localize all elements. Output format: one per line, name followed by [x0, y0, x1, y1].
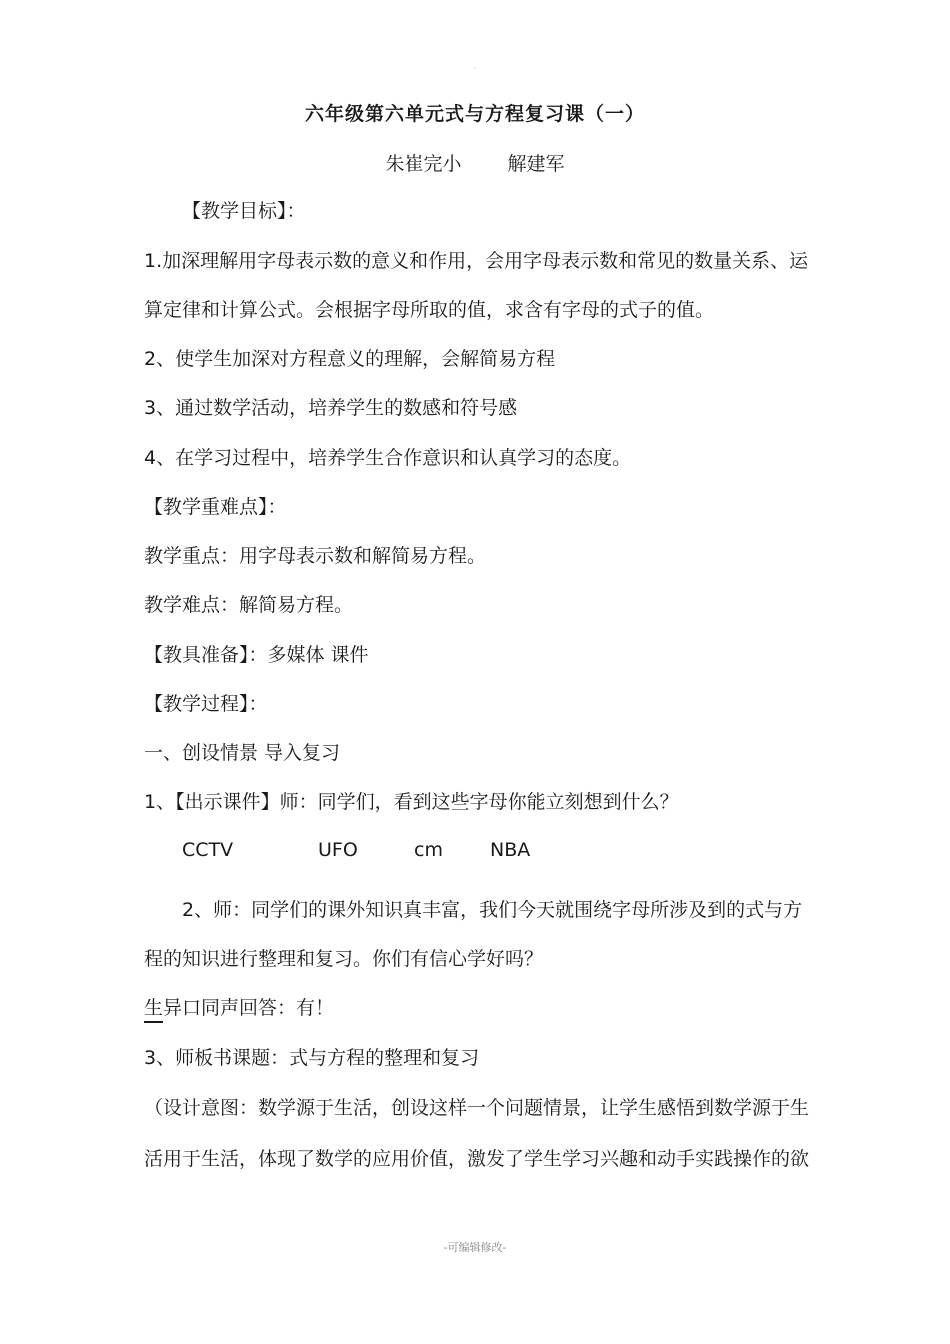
- objective-1-line-2: 算定律和计算公式。会根据字母所取的值，求含有字母的式子的值。: [144, 299, 715, 321]
- step-2-line-1: 2、师：同学们的课外知识真丰富，我们今天就围绕字母所涉及到的式与方: [182, 899, 803, 921]
- abbreviation-item: UFO: [318, 839, 358, 861]
- top-mark: .: [473, 62, 477, 71]
- materials: 【教具准备】：多媒体 课件: [144, 644, 369, 666]
- key-point: 教学重点：用字母表示数和解简易方程。: [144, 545, 487, 567]
- difficult-point: 教学难点：解简易方程。: [144, 594, 354, 616]
- design-intent-line-2: 活用于生活，体现了数学的应用价值，激发了学生学习兴趣和动手实践操作的欲: [144, 1148, 810, 1170]
- step-2-line-2: 程的知识进行整理和复习。你们有信心学好吗？: [144, 948, 544, 970]
- author-line: [0, 149, 950, 176]
- design-intent-line-1: （设计意图：数学源于生活，创设这样一个问题情景，让学生感悟到数学源于生: [144, 1097, 810, 1119]
- objectives-heading: 【教学目标】：: [182, 200, 306, 222]
- objective-2: 2、使学生加深对方程意义的理解，会解简易方程: [144, 348, 556, 370]
- section-1-heading: 一、创设情景 导入复习: [144, 742, 341, 764]
- footer-note: -可编辑修改-: [443, 1241, 507, 1254]
- abbreviation-item: NBA: [490, 839, 531, 861]
- author-name: 解建军: [507, 153, 565, 175]
- step-3: 3、师板书课题：式与方程的整理和复习: [144, 1047, 480, 1069]
- objective-4: 4、在学习过程中，培养学生合作意识和认真学习的态度。: [144, 447, 632, 469]
- abbreviation-item: CCTV: [182, 839, 234, 861]
- abbreviation-item: cm: [414, 839, 443, 861]
- edit-underline-mark: [144, 1021, 163, 1023]
- key-points-heading: 【教学重难点】：: [144, 496, 287, 518]
- document-title: 六年级第六单元式与方程复习课（一）: [304, 103, 645, 125]
- objective-3: 3、通过数学活动，培养学生的数感和符号感: [144, 397, 518, 419]
- step-1: 1、【出示课件】师：同学们，看到这些字母你能立刻想到什么？: [144, 791, 679, 813]
- objective-1-line-1: 1.加深理解用字母表示数的意义和作用，会用字母表示数和常见的数量关系、运: [144, 250, 809, 272]
- process-heading: 【教学过程】：: [144, 693, 268, 715]
- author-school: 朱崔完小: [385, 153, 462, 175]
- student-answer: 生异口同声回答：有！: [144, 997, 335, 1019]
